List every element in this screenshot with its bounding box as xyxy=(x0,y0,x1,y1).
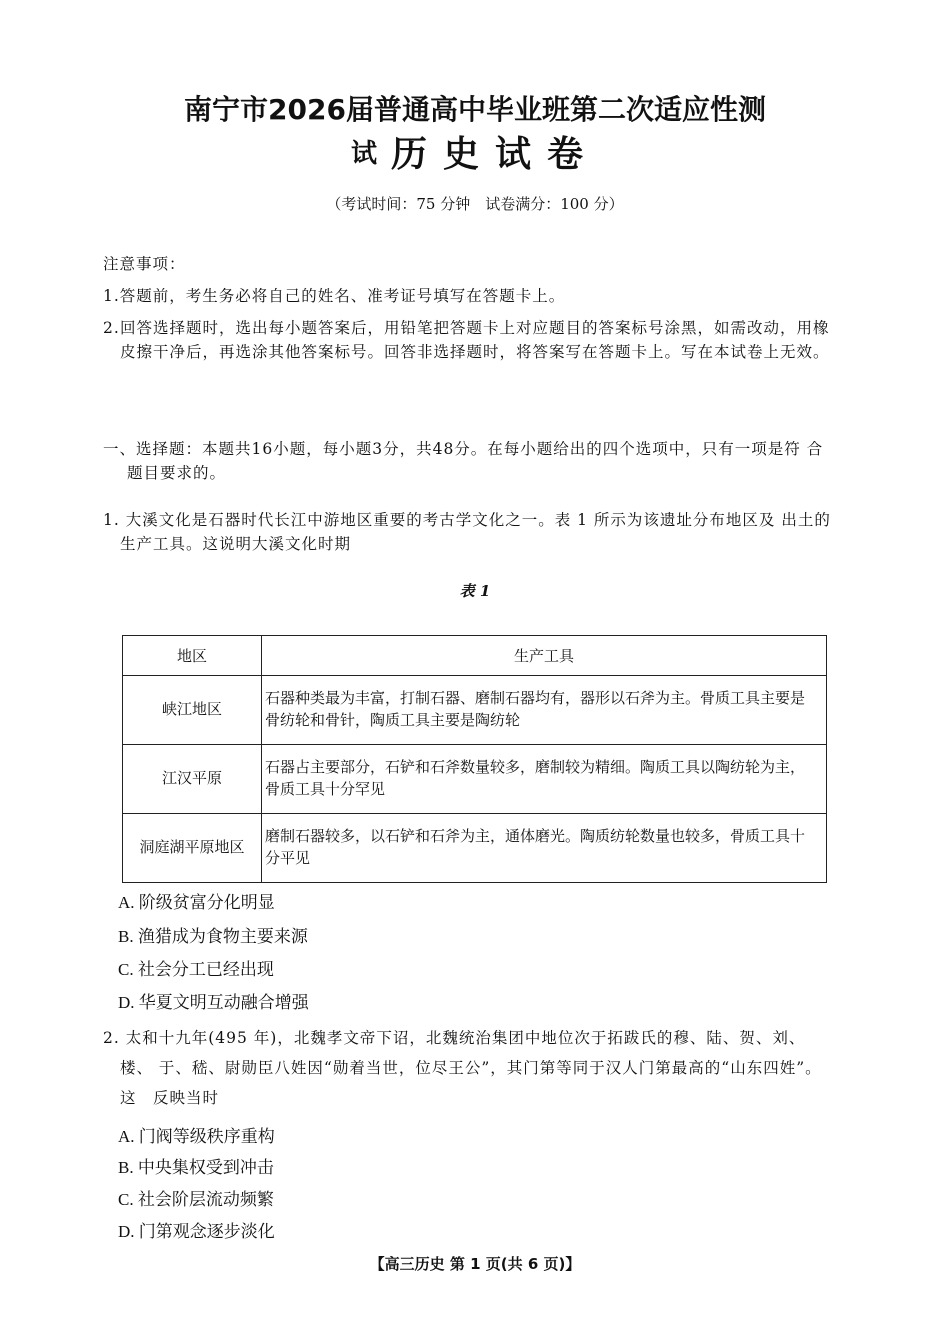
table-cell-tools: 石器占主要部分，石铲和石斧数量较多，磨制较为精细。陶质工具以陶纺轮为主， 骨质工具十分罕见 xyxy=(262,745,827,814)
table-row xyxy=(123,814,827,883)
exam-time-info: （考试时间：75 分钟 试卷满分：100 分） xyxy=(326,195,624,213)
question-1-option-b: B. 渔猎成为食物主要来源 xyxy=(118,927,308,946)
question-2-option-c: C. 社会阶层流动频繁 xyxy=(118,1190,274,1209)
question-2-option-b: B. 中央集权受到冲击 xyxy=(118,1158,274,1177)
question-2-text: 2. 太和十九年(495 年)，北魏孝文帝下诏，北魏统治集团中地位次于拓跋氏的穆、陆、贺、刘、楼、 于、嵇、尉勋臣八姓因“勋着当世，位尽王公”，其门第等同于汉人门第最高的“山东四姓”。这 反映当时 xyxy=(103,1029,822,1107)
table-row xyxy=(123,676,827,745)
exam-title-line1: 南宁市2026届普通高中毕业班第二次适应性测 xyxy=(184,93,766,126)
question-1-option-a: A. 阶级贫富分化明显 xyxy=(118,893,275,912)
exam-title-suffix: 试 xyxy=(350,139,377,169)
note-item xyxy=(103,316,843,364)
table-cell-region: 江汉平原 xyxy=(123,745,262,814)
question-1-option-d: D. 华夏文明互动融合增强 xyxy=(118,993,309,1012)
question-2-option-a: A. 门阀等级秩序重构 xyxy=(118,1127,275,1146)
table-cell-tools: 磨制石器较多，以石铲和石斧为主，通体磨光。陶质纺轮数量也较多，骨质工具十 分平见 xyxy=(262,814,827,883)
table-header-row xyxy=(123,636,827,676)
table-header-tools: 生产工具 xyxy=(262,636,827,676)
tools-table xyxy=(122,635,827,883)
question-1-text: 1. 大溪文化是石器时代长江中游地区重要的考古学文化之一。表 1 所示为该遗址分布地区及 出土的生产工具。这说明大溪文化时期 xyxy=(103,511,831,553)
question-1-stem xyxy=(103,508,838,556)
exam-title-line2 xyxy=(0,126,950,177)
section-instructions: 一、选择题：本题共16小题，每小题3分，共48分。在每小题给出的四个选项中，只有一项是符 合题目要求的。 xyxy=(103,440,824,482)
exam-subject-title: 历史试卷 xyxy=(391,134,600,175)
question-2-stem xyxy=(103,1023,833,1113)
note-text: 答题前，考生务必将自己的姓名、准考证号填写在答题卡上。 xyxy=(119,287,566,305)
section-heading xyxy=(103,437,833,485)
table-caption: 表 1 xyxy=(459,582,491,600)
table-cell-region: 峡江地区 xyxy=(123,676,262,745)
note-number: 1. xyxy=(103,287,120,305)
question-1-option-c: C. 社会分工已经出现 xyxy=(118,960,274,979)
note-text: 回答选择题时，选出每小题答案后，用铅笔把答题卡上对应题目的答案标号涂黑，如需改动，用橡皮擦干净后，再选涂其他答案标号。回答非选择题时，将答案写在答题卡上。写在本试卷上无效。 xyxy=(120,319,830,361)
table-cell-region: 洞庭湖平原地区 xyxy=(123,814,262,883)
note-number: 2. xyxy=(103,319,120,337)
notes-title: 注意事项： xyxy=(103,255,186,273)
page-footer: 【高三历史 第 1 页(共 6 页)】 xyxy=(369,1255,581,1273)
question-2-option-d: D. 门第观念逐步淡化 xyxy=(118,1222,275,1241)
note-item xyxy=(103,284,565,308)
table-row xyxy=(123,745,827,814)
table-header-region: 地区 xyxy=(123,636,262,676)
table-cell-tools: 石器种类最为丰富，打制石器、磨制石器均有，器形以石斧为主。骨质工具主要是 骨纺轮和骨针，陶质工具主要是陶纺轮 xyxy=(262,676,827,745)
